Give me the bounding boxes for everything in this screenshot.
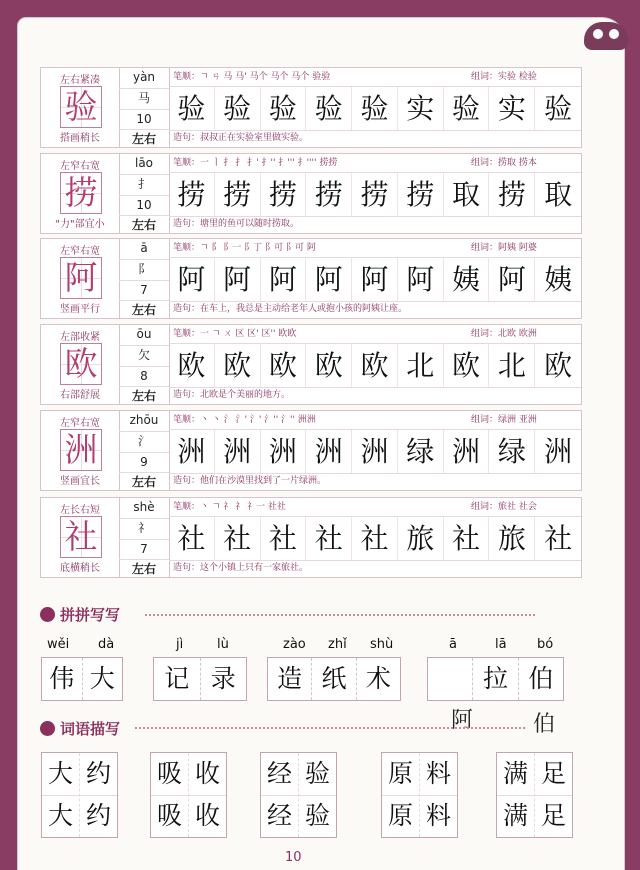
practice-cells bbox=[169, 343, 581, 388]
character-card bbox=[40, 497, 582, 578]
word-combos: 组词：捞取 捞本 bbox=[471, 158, 537, 168]
writing-tip: 竖画平行 bbox=[60, 304, 100, 315]
structure-tip: 左部收紧 bbox=[60, 332, 100, 343]
practice-cell[interactable]: 验 bbox=[169, 87, 215, 130]
trace-char: 验 bbox=[304, 801, 330, 830]
trace-char: 经 bbox=[266, 759, 292, 788]
word-combos: 组词：实验 检验 bbox=[471, 72, 537, 82]
trace-box[interactable] bbox=[150, 752, 227, 838]
radical: 扌 bbox=[119, 175, 169, 196]
practice-cell[interactable]: 捞 bbox=[398, 173, 444, 216]
practice-cell[interactable]: 洲 bbox=[169, 430, 215, 473]
pinyin: lāo bbox=[119, 154, 169, 175]
trace-char: 料 bbox=[425, 801, 451, 830]
char-info bbox=[119, 239, 170, 318]
pinyin-bo: bó bbox=[537, 637, 554, 652]
char-meta bbox=[41, 239, 120, 318]
practice-cell[interactable]: 验 bbox=[444, 87, 490, 130]
structure-tip: 左长右短 bbox=[60, 505, 100, 516]
section-title-word-trace: 词语描写 bbox=[60, 720, 121, 738]
brush-icon bbox=[40, 721, 55, 736]
structure-tip: 左窄右宽 bbox=[60, 418, 100, 429]
trace-char: 约 bbox=[85, 759, 111, 788]
practice-cell[interactable]: 北 bbox=[398, 344, 444, 387]
practice-cell[interactable]: 欧 bbox=[169, 344, 215, 387]
example-sentence: 造句：在车上，我总是主动给老年人或抱小孩的阿姨让座。 bbox=[173, 304, 408, 314]
structure-type: 左右 bbox=[131, 132, 156, 147]
model-character: 捞 bbox=[60, 172, 102, 214]
character-card bbox=[40, 238, 582, 319]
practice-cell[interactable]: 洲 bbox=[261, 430, 307, 473]
write-box-zaozhishu[interactable] bbox=[267, 657, 401, 701]
practice-cell[interactable]: 验 bbox=[352, 87, 398, 130]
word-combos: 组词：绿洲 亚洲 bbox=[471, 415, 537, 425]
pinyin: yàn bbox=[119, 68, 169, 89]
model-character: 验 bbox=[60, 86, 102, 128]
practice-cell[interactable]: 取 bbox=[444, 173, 490, 216]
practice-cell[interactable]: 洲 bbox=[215, 430, 261, 473]
write-char bbox=[428, 658, 473, 700]
structure-type: 左右 bbox=[131, 218, 156, 233]
model-character: 社 bbox=[60, 516, 102, 558]
practice-cell[interactable]: 洲 bbox=[544, 435, 573, 468]
trace-char: 料 bbox=[425, 759, 451, 788]
wavy-divider bbox=[145, 614, 535, 624]
practice-cell[interactable]: 洲 bbox=[444, 430, 490, 473]
character-card bbox=[40, 410, 582, 491]
stroke-count: 8 bbox=[119, 367, 169, 388]
practice-cell[interactable]: 社 bbox=[169, 517, 215, 560]
practice-cell[interactable]: 社 bbox=[306, 517, 352, 560]
stroke-order: 笔顺：丶 丶 氵 氵' 氵' 氵'' 氵'' 洲洲 bbox=[173, 415, 316, 425]
write-box-weida[interactable] bbox=[41, 657, 123, 701]
model-character: 欧 bbox=[60, 343, 102, 385]
trace-box[interactable] bbox=[496, 752, 573, 838]
writing-tip: 底横稍长 bbox=[60, 563, 100, 574]
trace-char: 足 bbox=[540, 759, 566, 788]
trace-box[interactable] bbox=[260, 752, 337, 838]
pinyin-wei: wěi bbox=[47, 637, 70, 652]
practice-cell[interactable]: 社 bbox=[352, 517, 398, 560]
word-combos: 组词：旅社 社会 bbox=[471, 502, 537, 512]
section-title-spell-write: 拼拼写写 bbox=[60, 606, 121, 624]
practice-cell[interactable]: 社 bbox=[444, 517, 490, 560]
writing-tip: "力"部宜小 bbox=[55, 219, 105, 230]
trace-char: 经 bbox=[266, 801, 292, 830]
radical: 马 bbox=[119, 89, 169, 110]
practice-cell[interactable]: 验 bbox=[261, 87, 307, 130]
practice-cell[interactable]: 欧 bbox=[215, 344, 261, 387]
practice-cell[interactable]: 验 bbox=[306, 87, 352, 130]
write-char: 造 bbox=[268, 658, 312, 700]
pinyin-la: lā bbox=[495, 637, 507, 652]
character-card bbox=[40, 324, 582, 405]
radical: 欠 bbox=[119, 346, 169, 367]
pinyin-lu: lù bbox=[217, 637, 229, 652]
char-info bbox=[119, 154, 170, 233]
pinyin-row bbox=[41, 637, 589, 655]
trace-char: 原 bbox=[387, 759, 413, 788]
write-char: 伟 bbox=[42, 658, 83, 700]
trace-char: 验 bbox=[304, 759, 330, 788]
practice-cell[interactable]: 阿 bbox=[352, 258, 398, 301]
stroke-count: 10 bbox=[119, 110, 169, 131]
trace-char: 约 bbox=[85, 801, 111, 830]
practice-cell[interactable]: 阿 bbox=[306, 258, 352, 301]
pinyin-zao: zào bbox=[283, 637, 306, 652]
structure-tip: 左窄右宽 bbox=[60, 161, 100, 172]
structure-type: 左右 bbox=[131, 562, 156, 577]
practice-cells bbox=[169, 86, 581, 131]
practice-cell[interactable]: 洲 bbox=[306, 430, 352, 473]
practice-grid bbox=[169, 411, 581, 490]
stroke-order: 笔顺：一 ㄱ ㄨ 区 区' 区'' 欧欧 bbox=[173, 329, 297, 339]
practice-grid bbox=[169, 68, 581, 147]
practice-cell[interactable]: 姨 bbox=[544, 263, 573, 296]
practice-cell[interactable]: 捞 bbox=[261, 173, 307, 216]
pinyin-zhi: zhǐ bbox=[328, 637, 347, 652]
practice-grid bbox=[169, 498, 581, 577]
trace-char: 足 bbox=[540, 801, 566, 830]
practice-cell[interactable]: 欧 bbox=[261, 344, 307, 387]
char-meta bbox=[41, 68, 120, 147]
practice-cell[interactable]: 社 bbox=[215, 517, 261, 560]
practice-cell[interactable]: 捞 bbox=[306, 173, 352, 216]
practice-cells bbox=[169, 257, 581, 302]
trace-char: 收 bbox=[194, 759, 220, 788]
stroke-order: 笔顺：ㄱ ㄢ 马 马' 马个 马个 马个 验验 bbox=[173, 72, 331, 82]
practice-cells bbox=[169, 429, 581, 474]
pinyin-da: dà bbox=[98, 637, 115, 652]
char-info bbox=[119, 325, 170, 404]
trace-char: 满 bbox=[502, 759, 528, 788]
pinyin-ji: jì bbox=[176, 637, 184, 652]
wavy-divider bbox=[135, 727, 525, 737]
trace-char: 吸 bbox=[156, 801, 182, 830]
stroke-order: 笔顺：丶 ㄱ 礻 礻 礻一 社社 bbox=[173, 502, 286, 512]
practice-cell[interactable]: 欧 bbox=[306, 344, 352, 387]
trace-char: 收 bbox=[194, 801, 220, 830]
written-bo-below: 伯 bbox=[533, 712, 556, 737]
practice-cell[interactable]: 欧 bbox=[544, 349, 573, 382]
character-card bbox=[40, 67, 582, 148]
write-char: 纸 bbox=[312, 658, 356, 700]
pinyin-a: ā bbox=[449, 637, 457, 652]
stroke-count: 10 bbox=[119, 196, 169, 217]
practice-cell[interactable]: 捞 bbox=[215, 173, 261, 216]
example-sentence: 造句：这个小镇上只有一家旅社。 bbox=[173, 563, 309, 573]
write-box-alabo[interactable] bbox=[427, 657, 564, 701]
practice-cell[interactable]: 实 bbox=[398, 87, 444, 130]
owl-icon bbox=[584, 22, 628, 50]
write-char: 术 bbox=[365, 664, 391, 693]
practice-cell[interactable]: 北 bbox=[489, 344, 535, 387]
trace-box[interactable] bbox=[381, 752, 458, 838]
practice-cells bbox=[169, 516, 581, 561]
practice-cell[interactable]: 社 bbox=[544, 522, 573, 555]
writing-tip: 竖画宜长 bbox=[60, 476, 100, 487]
practice-cell[interactable]: 阿 bbox=[215, 258, 261, 301]
model-character: 洲 bbox=[60, 429, 102, 471]
practice-grid bbox=[169, 325, 581, 404]
write-char: 录 bbox=[210, 664, 236, 693]
writing-tip: 搭画稍长 bbox=[60, 133, 100, 144]
structure-tip: 左窄右宽 bbox=[60, 246, 100, 257]
pinyin: zhōu bbox=[119, 411, 169, 432]
practice-cell[interactable]: 捞 bbox=[169, 173, 215, 216]
stroke-count: 7 bbox=[119, 281, 169, 302]
practice-cell[interactable]: 旅 bbox=[489, 517, 535, 560]
practice-cell[interactable]: 姨 bbox=[444, 258, 490, 301]
written-a-below: 阿 bbox=[451, 708, 474, 733]
practice-cell[interactable]: 实 bbox=[489, 87, 535, 130]
practice-cell[interactable]: 捞 bbox=[489, 173, 535, 216]
structure-type: 左右 bbox=[131, 303, 156, 318]
practice-cell[interactable]: 取 bbox=[544, 178, 573, 211]
example-sentence: 造句：塘里的鱼可以随时捞取。 bbox=[173, 219, 300, 229]
structure-type: 左右 bbox=[131, 475, 156, 490]
pinyin: shè bbox=[119, 498, 169, 519]
practice-grid bbox=[169, 154, 581, 233]
trace-char: 大 bbox=[47, 801, 73, 830]
pinyin-shu: shù bbox=[370, 637, 394, 652]
practice-cell[interactable]: 阿 bbox=[169, 258, 215, 301]
example-sentence: 造句：他们在沙漠里找到了一片绿洲。 bbox=[173, 476, 327, 486]
practice-cell[interactable]: 旅 bbox=[398, 517, 444, 560]
example-sentence: 造句：叔叔正在实验室里做实验。 bbox=[173, 133, 309, 143]
write-char: 伯 bbox=[528, 664, 554, 693]
practice-cell[interactable]: 捞 bbox=[352, 173, 398, 216]
trace-char: 大 bbox=[47, 759, 73, 788]
char-meta bbox=[41, 325, 120, 404]
practice-grid bbox=[169, 239, 581, 318]
stroke-order: 笔顺：ㄱ 阝 阝一 阝丁 阝可 阝可 阿 bbox=[173, 243, 316, 253]
practice-cell[interactable]: 阿 bbox=[489, 258, 535, 301]
practice-cell[interactable]: 欧 bbox=[444, 344, 490, 387]
pinyin: ā bbox=[119, 239, 169, 260]
page-number: 10 bbox=[285, 850, 302, 865]
pinyin: ōu bbox=[119, 325, 169, 346]
radical: 礻 bbox=[119, 519, 169, 540]
char-info bbox=[119, 411, 170, 490]
trace-char: 满 bbox=[502, 801, 528, 830]
char-meta bbox=[41, 498, 120, 577]
trace-char: 吸 bbox=[156, 759, 182, 788]
practice-cell[interactable]: 社 bbox=[261, 517, 307, 560]
char-info bbox=[119, 498, 170, 577]
example-sentence: 造句：北欧是个美丽的地方。 bbox=[173, 390, 291, 400]
practice-cell[interactable]: 阿 bbox=[398, 258, 444, 301]
practice-cell[interactable]: 欧 bbox=[352, 344, 398, 387]
char-info bbox=[119, 68, 170, 147]
character-card bbox=[40, 153, 582, 234]
practice-cell[interactable]: 验 bbox=[544, 92, 573, 125]
practice-cell[interactable]: 阿 bbox=[261, 258, 307, 301]
char-meta bbox=[41, 154, 120, 233]
writing-tip: 右部舒展 bbox=[60, 390, 100, 401]
char-meta bbox=[41, 411, 120, 490]
radical: 氵 bbox=[119, 432, 169, 453]
structure-type: 左右 bbox=[131, 389, 156, 404]
write-char: 记 bbox=[154, 658, 201, 700]
word-combos: 组词：阿姨 阿婆 bbox=[471, 243, 537, 253]
practice-cell[interactable]: 洲 bbox=[352, 430, 398, 473]
practice-cell[interactable]: 验 bbox=[215, 87, 261, 130]
trace-char: 原 bbox=[387, 801, 413, 830]
write-box-jilu[interactable] bbox=[153, 657, 247, 701]
write-char: 大 bbox=[89, 664, 115, 693]
stroke-count: 7 bbox=[119, 540, 169, 561]
pencil-icon bbox=[40, 607, 55, 622]
radical: 阝 bbox=[119, 260, 169, 281]
structure-tip: 左右紧凑 bbox=[60, 75, 100, 86]
model-character: 阿 bbox=[60, 257, 102, 299]
stroke-order: 笔顺：一 ㅣ 扌 扌 扌' 扌'' 扌''' 扌'''' 捞捞 bbox=[173, 158, 338, 168]
trace-box[interactable] bbox=[41, 752, 118, 838]
stroke-count: 9 bbox=[119, 453, 169, 474]
practice-cell[interactable]: 绿 bbox=[489, 430, 535, 473]
write-char: 拉 bbox=[473, 658, 518, 700]
practice-cells bbox=[169, 172, 581, 217]
practice-cell[interactable]: 绿 bbox=[398, 430, 444, 473]
word-combos: 组词：北欧 欧洲 bbox=[471, 329, 537, 339]
